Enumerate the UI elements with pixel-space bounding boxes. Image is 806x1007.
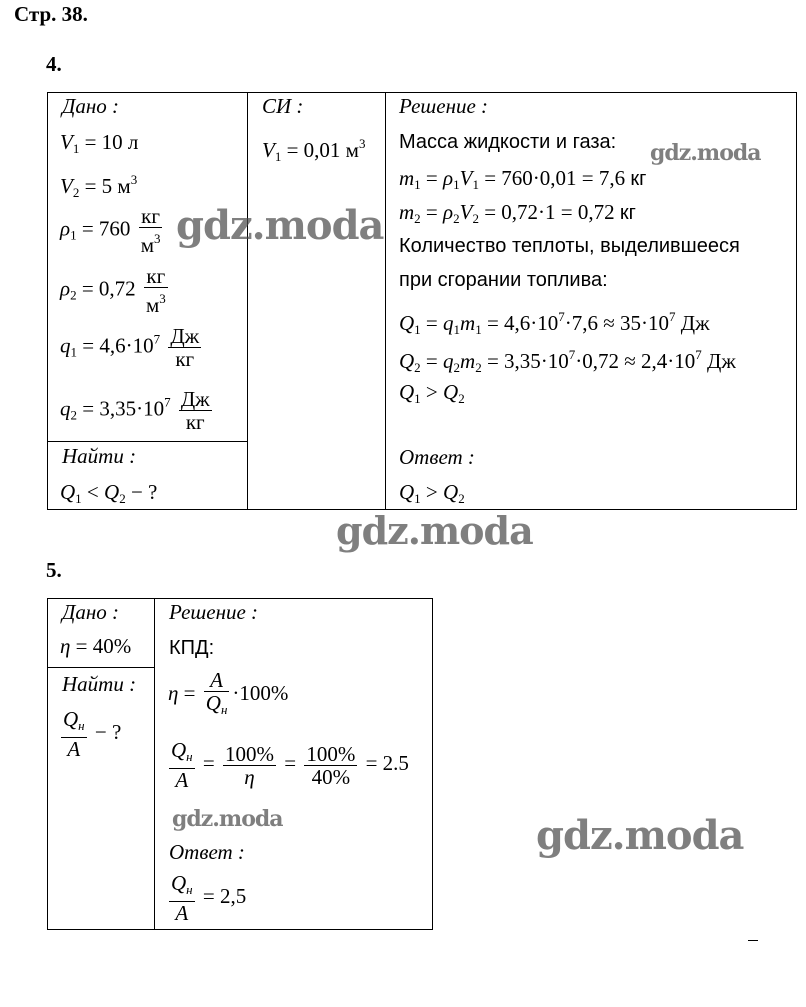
watermark: gdz.moda xyxy=(172,806,283,832)
task-5-given: η = 40% xyxy=(60,634,132,658)
task-4-reshenie-header: Решение : xyxy=(399,94,489,118)
given-v1: $V_1 = 10$ л xyxy=(60,130,139,156)
task-4-find: $Q_1 < Q_2$ − ? xyxy=(60,480,158,506)
task-4-answer: $Q_1 > Q_2$ xyxy=(399,480,465,506)
task-5-answer: $\frac{Q_н}{A}$ = 2,5 xyxy=(171,871,247,925)
solution-compare: $Q_1 > Q_2$ xyxy=(399,380,465,406)
task-5-reshenie-header: Решение : xyxy=(169,600,259,624)
solution-line-2: Количество теплоты, выделившееся xyxy=(399,235,740,257)
solution-m2: $m_2 = \rho_2V_2 = 0,72\cdot 1 = 0,72$ кг xyxy=(399,200,636,226)
task-5-formula-2: $\frac{Q_н}{A}$ = $\frac{100\%}{\eta}$ = $\frac{100\%}{40\%}$ = 2.5 xyxy=(171,738,409,792)
task-4-divider-dano xyxy=(247,92,248,510)
page-mark xyxy=(748,940,758,941)
si-v1: $V_1 = 0,01$ $м^3$ xyxy=(262,136,366,164)
task-5-dano-header: Дано : xyxy=(62,600,120,624)
watermark: gdz.moda xyxy=(176,202,384,249)
watermark: gdz.moda xyxy=(336,508,533,553)
solution-line-3: при сгорании топлива: xyxy=(399,269,608,291)
task-4-si-header: СИ : xyxy=(262,94,304,118)
given-rho2: $\rho_2 = 0,72$ $\frac{кг}{м^3}$ xyxy=(60,264,166,317)
solution-m1: $m_1 = \rho_1V_1 = 760\cdot 0,01 = 7,6$ кг xyxy=(399,166,647,192)
task-5-otvet-header: Ответ : xyxy=(169,840,245,864)
page-title: Стр. 38. xyxy=(14,2,88,26)
task-4-naiti-header: Найти : xyxy=(62,444,137,468)
task-5-kpd-label: КПД: xyxy=(169,637,215,659)
task-4-number: 4. xyxy=(46,52,62,76)
task-5-number: 5. xyxy=(46,558,62,582)
given-v2: $V_2 = 5$ $м^3$ xyxy=(60,172,138,200)
given-q2: $q_2 = 3,35\cdot 10^7$ $\frac{Дж}{кг}$ xyxy=(60,387,210,434)
task-5-divider xyxy=(154,598,155,930)
given-rho1: $\rho_1 = 760$ $\frac{кг}{м^3}$ xyxy=(60,204,161,257)
task-5-find: $\frac{Q_н}{A}$ − ? xyxy=(63,707,122,761)
solution-Q1: $Q_1 = q_1m_1 = 4,6\cdot 10^7\cdot 7,6 \approx 35\cdot 10^7$ Дж xyxy=(399,309,710,337)
solution-Q2: $Q_2 = q_2m_2 = 3,35\cdot 10^7\cdot 0,72 \approx 2,4\cdot 10^7$ Дж xyxy=(399,347,736,375)
task-4-otvet-header: Ответ : xyxy=(399,445,475,469)
task-4-dano-header: Дано : xyxy=(62,94,120,118)
task-5-formula-1: η = $\frac{A}{Q_н}$ ·100% xyxy=(168,668,289,717)
watermark: gdz.moda xyxy=(650,140,761,166)
solution-line-1: Масса жидкости и газа: xyxy=(399,131,617,153)
task-4-divider-find xyxy=(47,441,247,442)
watermark: gdz.moda xyxy=(536,812,744,859)
given-q1: $q_1 = 4,6\cdot 10^7$ $\frac{Дж}{кг}$ xyxy=(60,324,200,371)
task-5-naiti-header: Найти : xyxy=(62,672,137,696)
task-5-divider-find xyxy=(47,667,154,668)
task-4-divider-si xyxy=(385,92,386,510)
